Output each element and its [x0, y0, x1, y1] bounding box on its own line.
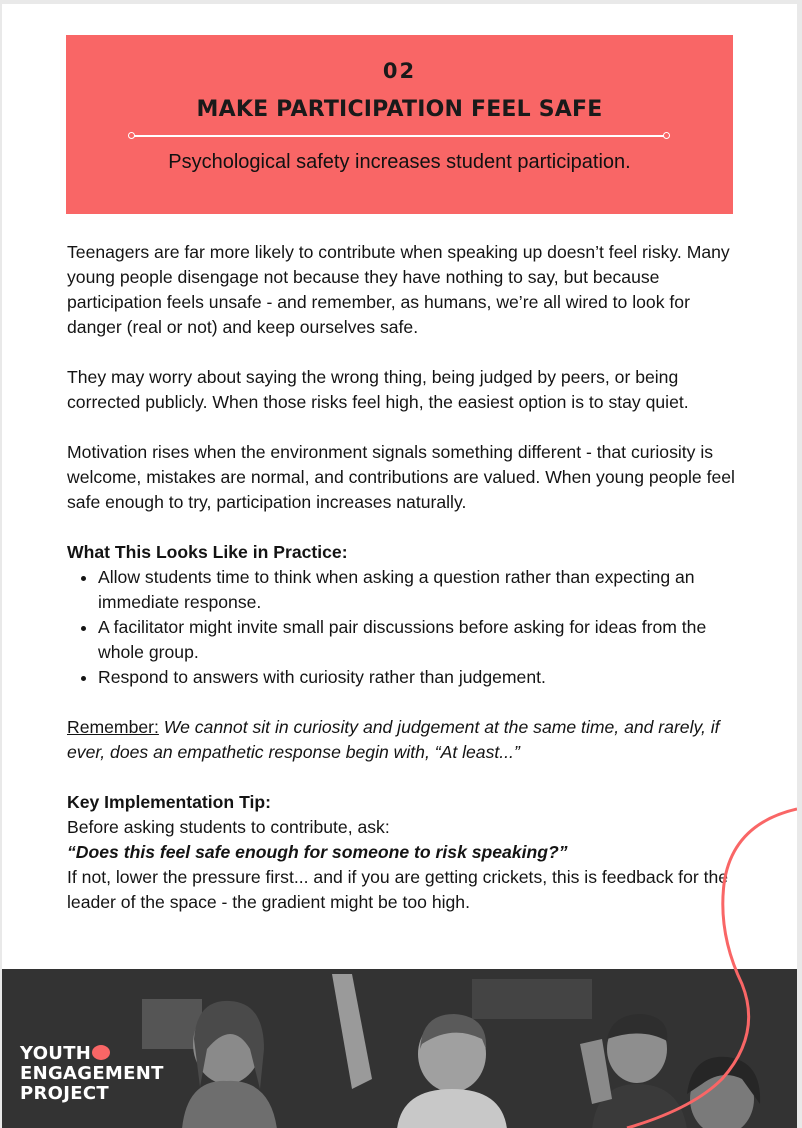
section-banner: [66, 35, 733, 214]
logo-line-3: PROJECT: [20, 1083, 109, 1104]
document-page: [2, 4, 797, 1128]
banner-divider: [134, 135, 664, 137]
remember-label: Remember:: [67, 717, 159, 737]
practice-heading: What This Looks Like in Practice:: [67, 542, 348, 562]
body-content: [67, 240, 737, 915]
logo-line-1: YOUTH: [20, 1043, 92, 1064]
section-number: 02: [382, 59, 417, 83]
speech-bubble-icon: [92, 1045, 110, 1060]
logo-line-2: ENGAGEMENT: [20, 1063, 164, 1084]
remember-note: [67, 715, 737, 765]
tip-question: “Does this feel safe enough for someone to risk speaking?”: [67, 842, 568, 862]
list-item: • Allow students time to think when asking a question rather than expecting an immediate response.: [98, 565, 737, 615]
practice-list: [67, 565, 737, 690]
section-subtitle: Psychological safety increases student participation.: [168, 151, 631, 173]
paragraph: Teenagers are far more likely to contribute when speaking up doesn’t feel risky. Many young people disengage not because they have nothing to say, but because participation feels unsafe - and remember, as humans, we’re all wired to look for danger (real or not) and keep ourselves safe.: [67, 242, 730, 337]
tip-heading: Key Implementation Tip:: [67, 792, 271, 812]
paragraph: Motivation rises when the environment signals something different - that curiosity is welcome, mistakes are normal, and contributions are valued. When young people feel safe enough to try, participation increases naturally.: [67, 442, 735, 512]
tip-followup: If not, lower the pressure first... and if you are getting crickets, this is feedback for the leader of the space - the gradient might be too high.: [67, 867, 729, 912]
list-item: • A facilitator might invite small pair discussions before asking for ideas from the whole group.: [98, 615, 737, 665]
tip-intro: Before asking students to contribute, ask:: [67, 817, 390, 837]
section-title: MAKE PARTICIPATION FEEL SAFE: [196, 97, 603, 122]
list-item: • Respond to answers with curiosity rather than judgement.: [98, 665, 737, 690]
paragraph: They may worry about saying the wrong thing, being judged by peers, or being corrected publicly. When those risks feel high, the easiest option is to stay quiet.: [67, 367, 689, 412]
brand-logo: [20, 1044, 164, 1104]
remember-text: We cannot sit in curiosity and judgement at the same time, and rarely, if ever, does an empathetic response begin with, “At least...”: [67, 717, 720, 762]
